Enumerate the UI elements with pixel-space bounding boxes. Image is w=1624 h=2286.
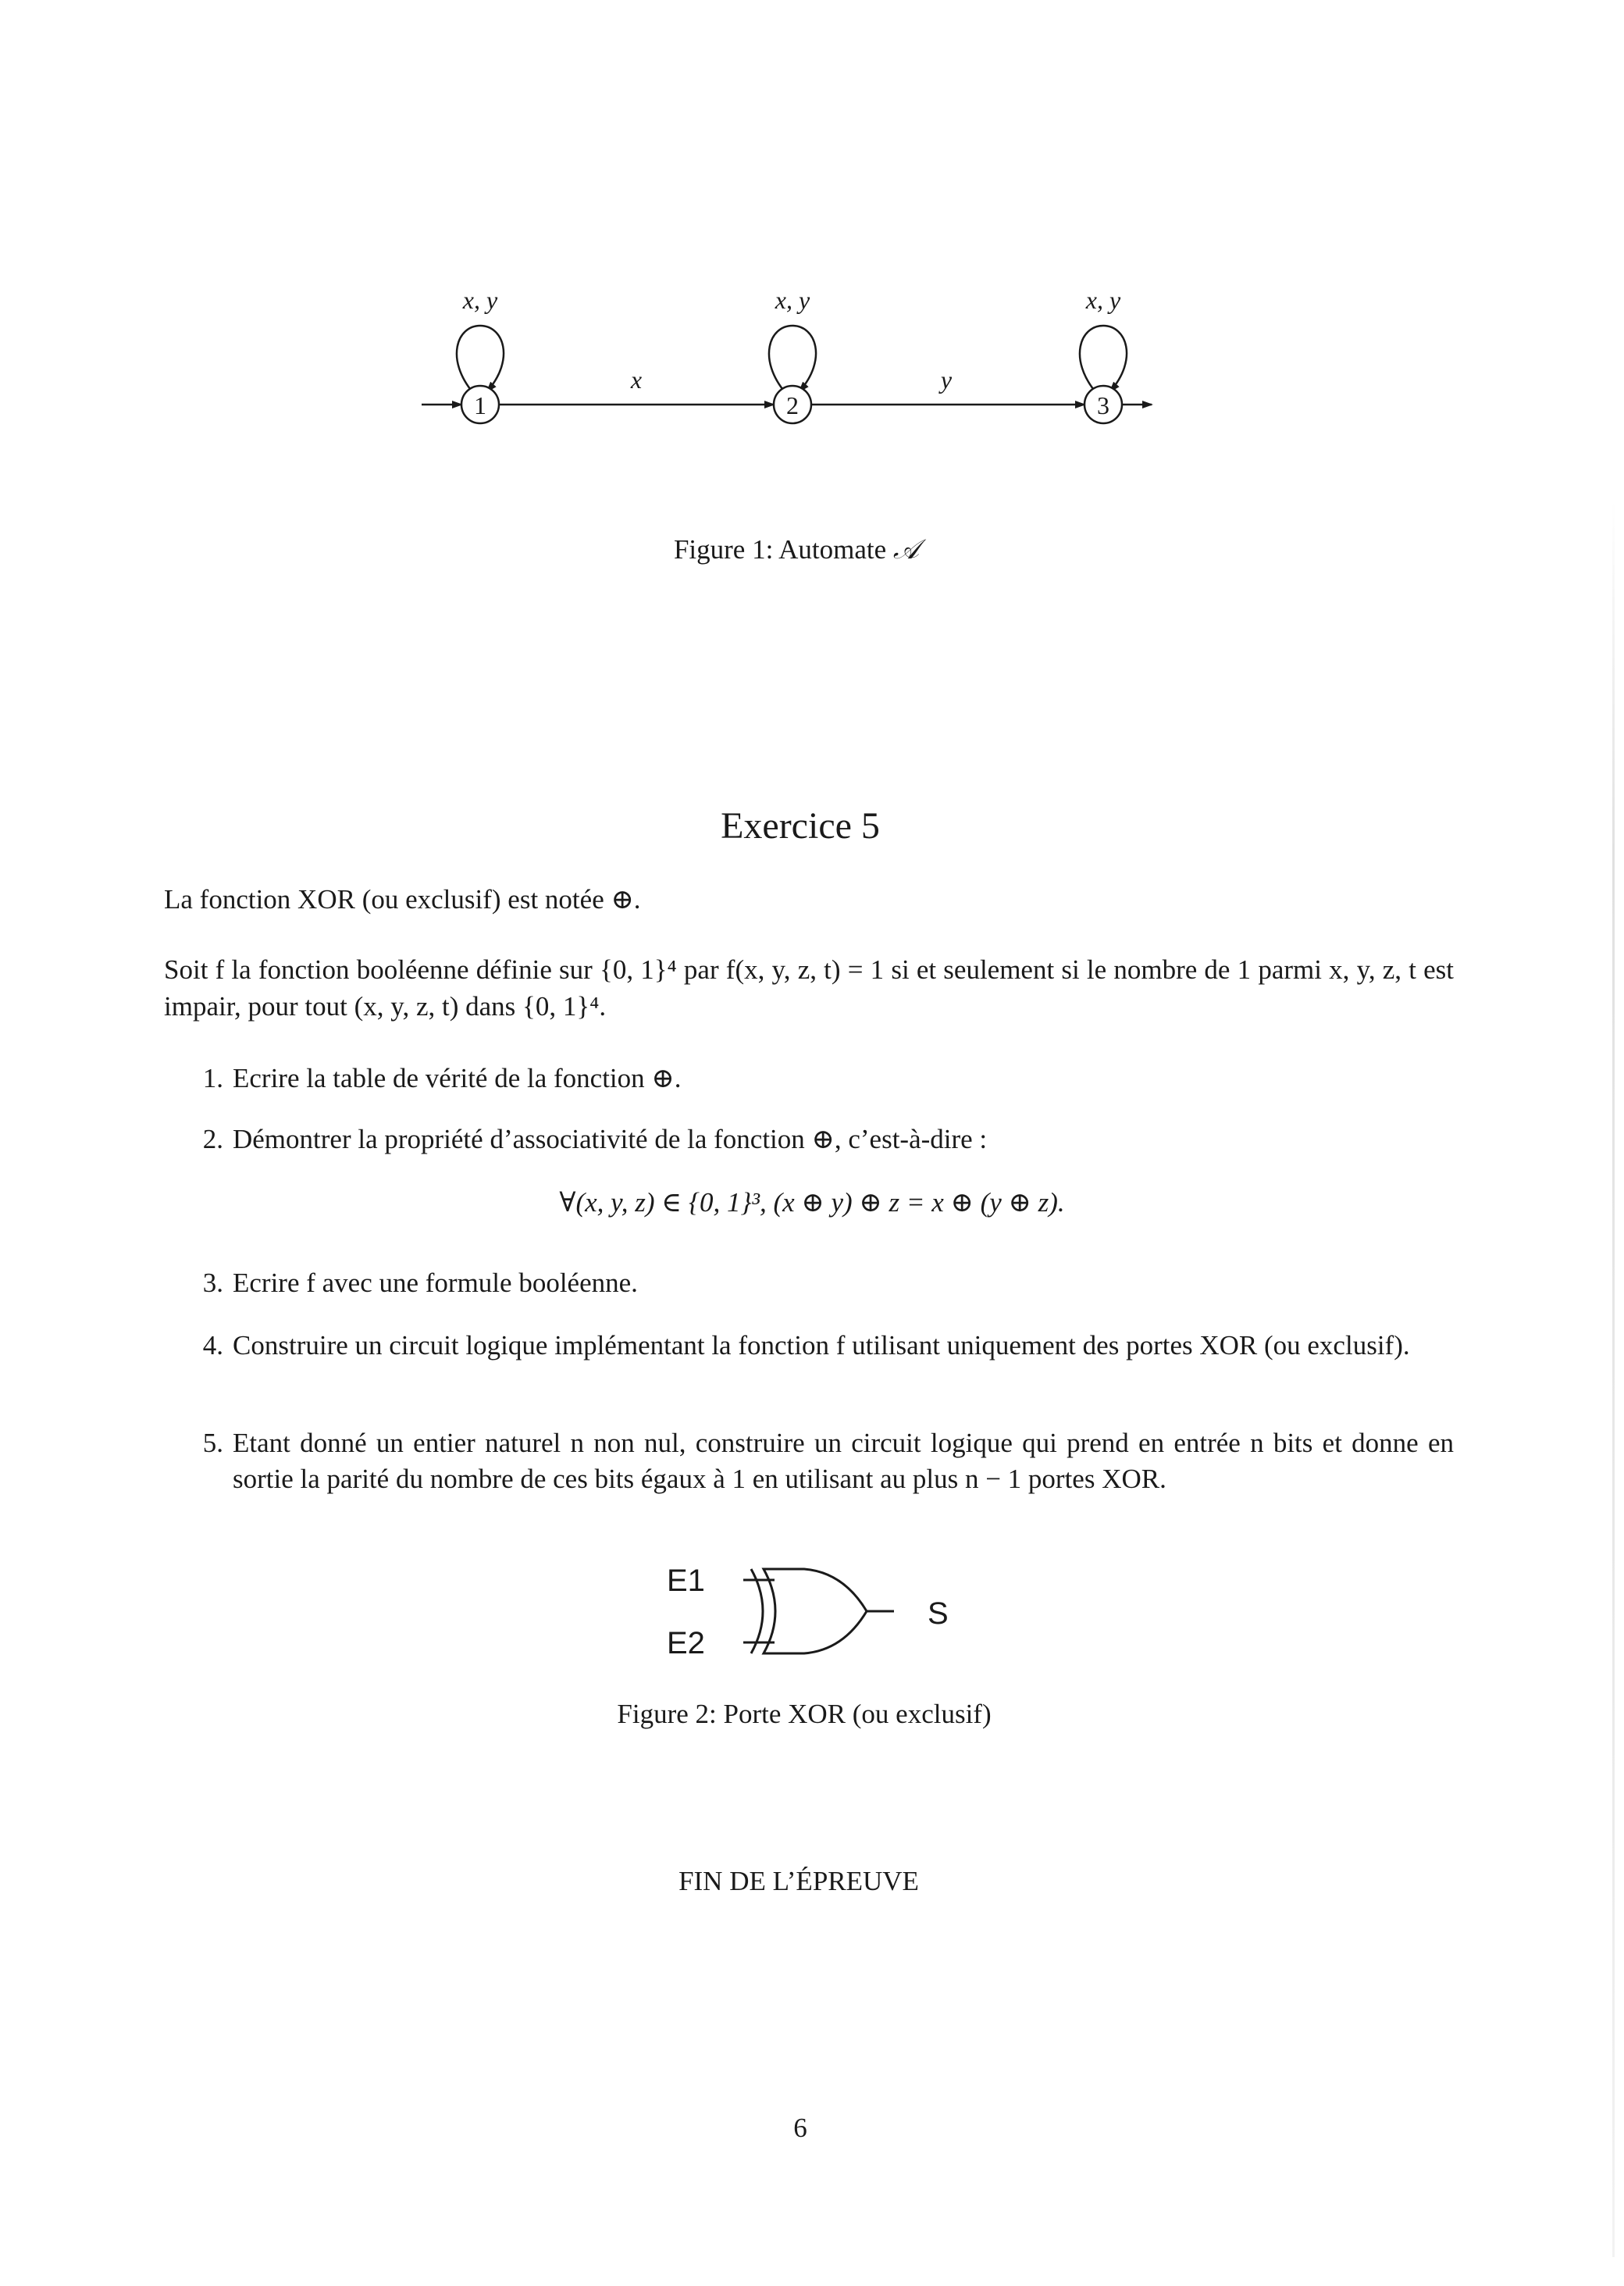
question-1-text: Ecrire la table de vérité de la fonction ⊕.	[233, 1063, 682, 1093]
gate-input-1-label: E1	[667, 1564, 705, 1598]
exercise-title: Exercice 5	[721, 805, 880, 847]
state-3-label: 3	[1097, 391, 1109, 419]
figure-1-caption-symbol: 𝒜	[892, 534, 920, 565]
question-5-text: Etant donné un entier naturel n non nul, construire un circuit logique qui prend en entrée n bits et donne en sortie la parité du nombre de ces bits égaux à 1 en utilisant au plus n − 1 portes XOR.	[233, 1428, 1454, 1494]
loop-label-1: x, y	[462, 286, 498, 314]
xor-gate-diagram	[656, 1558, 968, 1667]
figure-1-caption-prefix: Figure 1:	[673, 534, 774, 565]
question-3-text: Ecrire f avec une formule booléenne.	[233, 1268, 638, 1298]
automaton-diagram	[406, 277, 1156, 441]
question-1-number: 1.	[202, 1063, 223, 1093]
self-loop-2	[769, 326, 816, 393]
state-2-label: 2	[786, 391, 799, 419]
state-1-label: 1	[474, 391, 486, 419]
figure-2-caption: Figure 2: Porte XOR (ou exclusif)	[617, 1699, 992, 1729]
question-2-text: Démontrer la propriété d’associativité de la fonction ⊕, c’est-à-dire :	[233, 1124, 988, 1154]
end-of-exam: FIN DE L’ÉPREUVE	[678, 1866, 919, 1896]
figure-1-caption	[0, 534, 1593, 565]
question-2-number: 2.	[202, 1124, 223, 1154]
gate-body	[764, 1569, 867, 1653]
exercise-definition: Soit f la fonction booléenne définie sur {0, 1}⁴ par f(x, y, z, t) = 1 si et seulement si le nombre de 1 parmi x, y, z, t est impair, pour tout (x, y, z, t) dans {0, 1}⁴.	[164, 954, 1454, 1022]
scan-edge	[1612, 500, 1615, 2257]
associativity-formula: ∀(x, y, z) ∈ {0, 1}³, (x ⊕ y) ⊕ z = x ⊕ (y ⊕ z).	[559, 1187, 1065, 1218]
transition-label-y: y	[940, 366, 953, 394]
gate-output-label: S	[928, 1596, 949, 1631]
question-3-number: 3.	[202, 1268, 223, 1298]
gate-input-2-label: E2	[667, 1626, 705, 1660]
question-4-number: 4.	[202, 1330, 223, 1361]
self-loop-1	[457, 326, 504, 393]
loop-label-2: x, y	[775, 286, 810, 314]
page-number: 6	[793, 2113, 807, 2143]
question-4-text: Construire un circuit logique implémentant la fonction f utilisant uniquement des portes XOR (ou exclusif).	[233, 1330, 1410, 1361]
question-5-number: 5.	[202, 1428, 223, 1458]
transition-label-x: x	[630, 366, 643, 394]
figure-1-caption-text: Automate	[778, 534, 887, 565]
self-loop-3	[1080, 326, 1127, 393]
gate-xor-back-curve	[751, 1569, 763, 1653]
exercise-intro: La fonction XOR (ou exclusif) est notée ⊕.	[164, 884, 641, 915]
loop-label-3: x, y	[1085, 286, 1121, 314]
